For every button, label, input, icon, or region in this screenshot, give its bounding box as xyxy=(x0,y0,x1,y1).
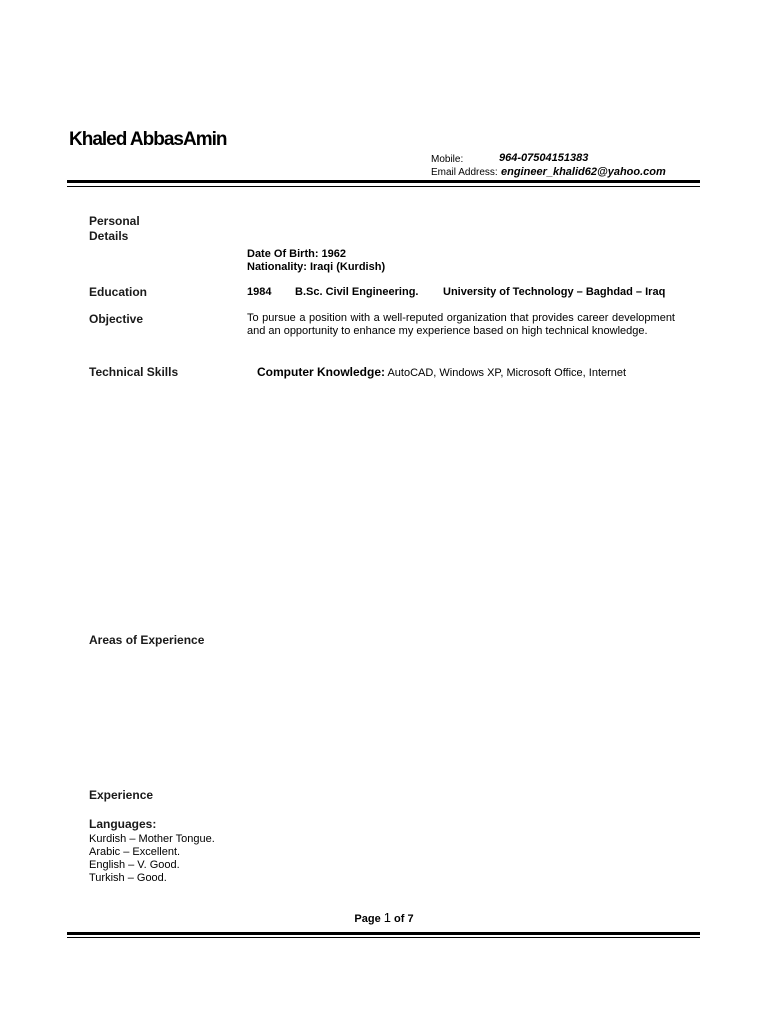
footer-rule-thin xyxy=(67,937,700,938)
areas-of-experience-heading: Areas of Experience xyxy=(89,633,205,647)
language-item: Arabic – Excellent. xyxy=(89,846,181,858)
candidate-name: Khaled AbbasAmin xyxy=(69,129,227,150)
personal-heading-line2: Details xyxy=(89,229,129,243)
mobile-label: Mobile: xyxy=(431,154,464,165)
computer-knowledge-value: AutoCAD, Windows XP, Microsoft Office, Internet xyxy=(385,367,627,379)
mobile-value: 964-07504151383 xyxy=(499,152,589,164)
date-of-birth: Date Of Birth: 1962 xyxy=(247,248,347,260)
header-rule-thick xyxy=(67,180,700,183)
education-degree: B.Sc. Civil Engineering. xyxy=(295,286,419,298)
education-year: 1984 xyxy=(247,286,272,298)
language-item: Kurdish – Mother Tongue. xyxy=(89,833,215,845)
experience-heading: Experience xyxy=(89,788,154,802)
header-rule-thin xyxy=(67,186,700,187)
education-institution: University of Technology – Baghdad – Iraq xyxy=(443,286,666,298)
page-word: Page xyxy=(354,913,384,925)
languages-heading: Languages: xyxy=(89,817,157,831)
computer-knowledge-label: Computer Knowledge: xyxy=(257,365,385,379)
objective-heading: Objective xyxy=(89,312,144,326)
footer-rule-thick xyxy=(67,932,700,935)
page-number xyxy=(0,910,768,925)
technical-skills-heading: Technical Skills xyxy=(89,365,179,379)
nationality: Nationality: Iraqi (Kurdish) xyxy=(247,261,386,273)
email-value: engineer_khalid62@yahoo.com xyxy=(501,166,666,178)
education-heading: Education xyxy=(89,285,148,299)
page-current: 1 xyxy=(383,910,391,925)
computer-knowledge xyxy=(257,365,626,379)
page-total: of 7 xyxy=(390,913,414,925)
personal-heading-line1: Personal xyxy=(89,214,140,228)
language-item: Turkish – Good. xyxy=(89,872,167,884)
language-item: English – V. Good. xyxy=(89,859,180,871)
email-label: Email Address: xyxy=(431,167,498,178)
objective-text: To pursue a position with a well-reputed organization that provides career development and an opportunity to enhance my experience based on high technical knowledge. xyxy=(247,312,675,337)
